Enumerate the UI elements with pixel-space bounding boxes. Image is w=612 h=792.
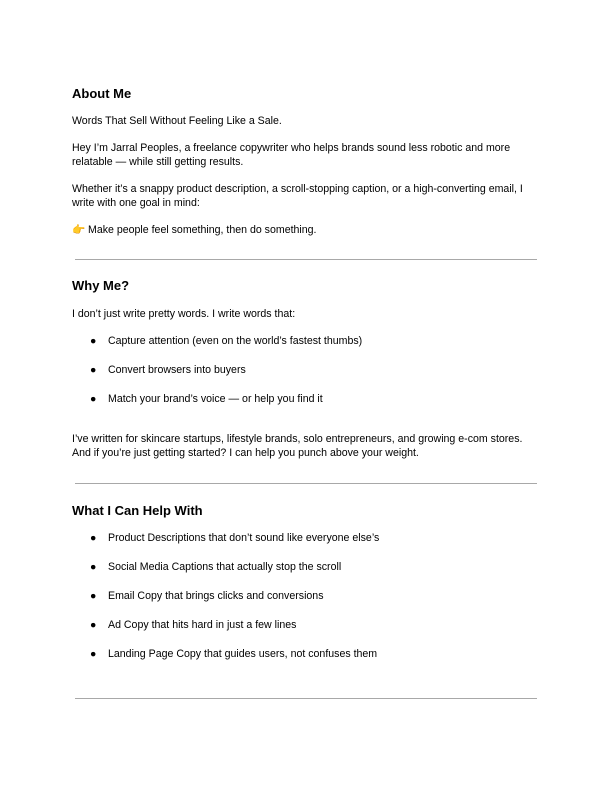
bullet-icon: ● — [90, 532, 97, 544]
help-bullet-item: Product Descriptions that don’t sound like everyone else’s — [108, 532, 380, 544]
why-lead: I don’t just write pretty words. I write words that: — [72, 308, 296, 320]
divider-1 — [75, 259, 537, 260]
help-bullet-item: Email Copy that brings clicks and conversions — [108, 590, 324, 602]
help-bullet-item: Landing Page Copy that guides users, not confuses them — [108, 648, 378, 660]
about-tagline: Words That Sell Without Feeling Like a Sale. — [72, 115, 282, 127]
bullet-icon: ● — [90, 393, 97, 405]
why-bullet-item: Convert browsers into buyers — [108, 364, 246, 376]
bullet-icon: ● — [90, 590, 97, 602]
about-whether: Whether it’s a snappy product description, a scroll-stopping caption, or a high-converting email, I write with one goal in mind: — [72, 183, 523, 209]
why-bullet-item: Match your brand’s voice — or help you find it — [108, 393, 323, 405]
about-goal-text: Make people feel something, then do something. — [88, 224, 317, 236]
bullet-icon: ● — [90, 648, 97, 660]
about-heading: About Me — [72, 86, 132, 101]
help-heading: What I Can Help With — [72, 503, 203, 518]
why-closing: I’ve written for skincare startups, lifestyle brands, solo entrepreneurs, and growing e-com stores. And if you’re just getting started? I can help you punch above your weight. — [72, 433, 523, 459]
help-bullet-item: Social Media Captions that actually stop the scroll — [108, 561, 342, 573]
help-bullet-item: Ad Copy that hits hard in just a few lines — [108, 619, 297, 631]
divider-3 — [75, 698, 537, 699]
pointing-hand-icon: 👉 — [72, 224, 86, 236]
why-bullet-item: Capture attention (even on the world’s fastest thumbs) — [108, 335, 363, 347]
bullet-icon: ● — [90, 364, 97, 376]
bullet-icon: ● — [90, 619, 97, 631]
bullet-icon: ● — [90, 335, 97, 347]
divider-2 — [75, 483, 537, 484]
about-intro: Hey I’m Jarral Peoples, a freelance copywriter who helps brands sound less robotic and more relatable — while still getting results. — [72, 142, 511, 168]
bullet-icon: ● — [90, 561, 97, 573]
why-heading: Why Me? — [72, 278, 130, 293]
about-goal — [72, 224, 542, 238]
